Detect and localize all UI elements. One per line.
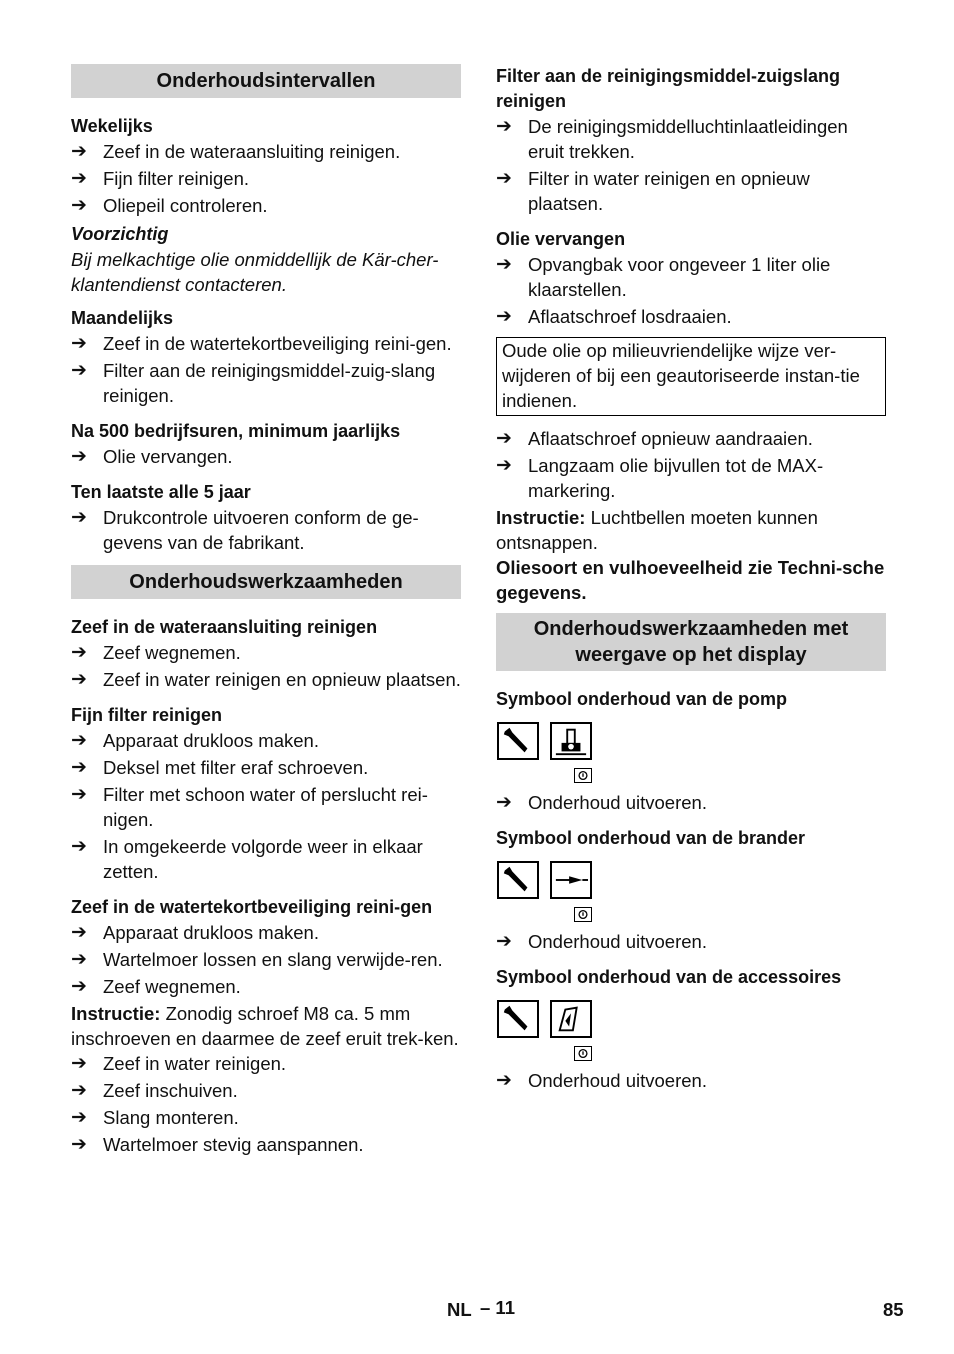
list-item: ➔ Aflaatschroef losdraaien. (496, 306, 732, 327)
footer-section-page: – 11 (480, 1297, 515, 1318)
section-heading-display: Onderhoudswerkzaamheden met weergave op het display (496, 613, 886, 671)
arrow-icon: ➔ (496, 116, 512, 137)
arrow-icon: ➔ (71, 730, 87, 751)
pump-heading: Symbool onderhoud van de pomp (496, 689, 788, 709)
list-item: ➔ Aflaatschroef opnieuw aandraaien. (496, 428, 813, 449)
list-item: ➔ Zeef wegnemen. (71, 976, 241, 997)
arrow-icon: ➔ (71, 836, 87, 857)
list-item: ➔ Onderhoud uitvoeren. (496, 931, 707, 952)
arrow-icon: ➔ (496, 455, 512, 476)
warning-icon (574, 1046, 592, 1061)
wrench-icon (497, 861, 539, 899)
arrow-icon: ➔ (71, 1053, 87, 1074)
arrow-icon: ➔ (496, 792, 512, 813)
list-item: ➔ Zeef wegnemen. (71, 642, 241, 663)
arrow-icon: ➔ (71, 141, 87, 162)
burner-heading: Symbool onderhoud van de brander (496, 828, 806, 848)
zeef-heading: Zeef in de wateraansluiting reinigen (71, 617, 378, 637)
pump-symbol-group (496, 722, 886, 782)
list-item: ➔ Langzaam olie bijvullen tot de MAX-markering. (496, 455, 824, 501)
arrow-icon: ➔ (71, 1107, 87, 1128)
list-item: ➔ Apparaat drukloos maken. (71, 730, 319, 751)
list-item: ➔ Filter aan de reinigingsmiddel-zuig-slang reinigen. (71, 360, 436, 406)
arrow-icon: ➔ (71, 507, 87, 528)
arrow-icon: ➔ (496, 428, 512, 449)
list-item: ➔ Olie vervangen. (71, 446, 233, 467)
list-item: ➔ Zeef in water reinigen en opnieuw plaatsen. (71, 669, 461, 690)
caution-text: Bij melkachtige olie onmiddellijk de Kär-cher-klantendienst contacteren. (71, 249, 439, 295)
list-item: ➔ Filter in water reinigen en opnieuw plaatsen. (496, 168, 810, 214)
environment-note: Oude olie op milieuvriendelijke wijze ver-wijderen of bij een geautoriseerde instan-tie indienen. (496, 337, 886, 416)
arrow-icon: ➔ (71, 168, 87, 189)
footer-page-number: 85 (883, 1299, 904, 1320)
arrow-icon: ➔ (71, 922, 87, 943)
arrow-icon: ➔ (71, 333, 87, 354)
warning-icon (574, 907, 592, 922)
list-item: ➔ Apparaat drukloos maken. (71, 922, 319, 943)
arrow-icon: ➔ (71, 446, 87, 467)
arrow-icon: ➔ (71, 757, 87, 778)
wrench-icon (497, 1000, 539, 1038)
caution-heading: Voorzichtig (71, 224, 169, 244)
section-heading-intervals: Onderhoudsintervallen (71, 64, 461, 98)
wtb-heading: Zeef in de watertekortbeveiliging reini-gen (71, 897, 433, 917)
arrow-icon: ➔ (71, 949, 87, 970)
arrow-icon: ➔ (496, 931, 512, 952)
burner-symbol-group (496, 861, 886, 921)
arrow-icon: ➔ (496, 306, 512, 327)
list-item: ➔ Wartelmoer stevig aanspannen. (71, 1134, 364, 1155)
arrow-icon: ➔ (496, 254, 512, 275)
arrow-icon: ➔ (496, 1070, 512, 1091)
list-item: ➔ De reinigingsmiddelluchtinlaatleidingen eruit trekken. (496, 116, 848, 162)
left-column (71, 64, 461, 1159)
h500-heading: Na 500 bedrijfsuren, minimum jaarlijks (71, 421, 401, 441)
accessories-heading: Symbool onderhoud van de accessoires (496, 967, 842, 987)
y5-heading: Ten laatste alle 5 jaar (71, 482, 251, 502)
arrow-icon: ➔ (71, 642, 87, 663)
arrow-icon: ➔ (71, 1134, 87, 1155)
burner-icon (550, 861, 592, 899)
section-heading-work: Onderhoudswerkzaamheden (71, 565, 461, 599)
weekly-heading: Wekelijks (71, 116, 153, 136)
list-item: ➔ Deksel met filter eraf schroeven. (71, 757, 369, 778)
list-item: ➔ Fijn filter reinigen. (71, 168, 250, 189)
olie-heading: Olie vervangen (496, 229, 626, 249)
list-item: ➔ Onderhoud uitvoeren. (496, 1070, 707, 1091)
arrow-icon: ➔ (71, 669, 87, 690)
list-item: ➔ Wartelmoer lossen en slang verwijde-ren. (71, 949, 443, 970)
list-item: ➔ Drukcontrole uitvoeren conform de ge-gevens van de fabrikant. (71, 507, 419, 553)
arrow-icon: ➔ (71, 1080, 87, 1101)
list-item: ➔ In omgekeerde volgorde weer in elkaar zetten. (71, 836, 423, 882)
arrow-icon: ➔ (71, 976, 87, 997)
arrow-icon: ➔ (71, 784, 87, 805)
monthly-heading: Maandelijks (71, 308, 174, 328)
instruction-text: Instructie: Zonodig schroef M8 ca. 5 mm inschroeven en daarmee de zeef eruit trek-ken. (71, 1003, 459, 1049)
filter-heading: Filter aan de reinigingsmiddel-zuigslang reinigen (496, 66, 841, 111)
accessories-symbol-group (496, 1000, 886, 1060)
fijn-heading: Fijn filter reinigen (71, 705, 223, 725)
wrench-icon (497, 722, 539, 760)
accessories-icon (550, 1000, 592, 1038)
list-item: ➔ Oliepeil controleren. (71, 195, 268, 216)
list-item: ➔ Zeef inschuiven. (71, 1080, 238, 1101)
list-item: ➔ Zeef in de watertekortbeveiliging reini-gen. (71, 333, 452, 354)
list-item: ➔ Filter met schoon water of perslucht rei-nigen. (71, 784, 428, 830)
right-column (496, 64, 886, 1095)
pump-icon (550, 722, 592, 760)
arrow-icon: ➔ (496, 168, 512, 189)
arrow-icon: ➔ (71, 195, 87, 216)
list-item: ➔ Onderhoud uitvoeren. (496, 792, 707, 813)
footer-language: NL (447, 1299, 472, 1320)
list-item: ➔ Zeef in de wateraansluiting reinigen. (71, 141, 401, 162)
oil-spec-note: Oliesoort en vulhoeveelheid zie Techni-sche gegevens. (496, 557, 885, 603)
list-item: ➔ Slang monteren. (71, 1107, 239, 1128)
instruction-text: Instructie: Luchtbellen moeten kunnen ontsnappen. (496, 507, 818, 553)
warning-icon (574, 768, 592, 783)
list-item: ➔ Opvangbak voor ongeveer 1 liter olie klaarstellen. (496, 254, 831, 300)
arrow-icon: ➔ (71, 360, 87, 381)
list-item: ➔ Zeef in water reinigen. (71, 1053, 287, 1074)
